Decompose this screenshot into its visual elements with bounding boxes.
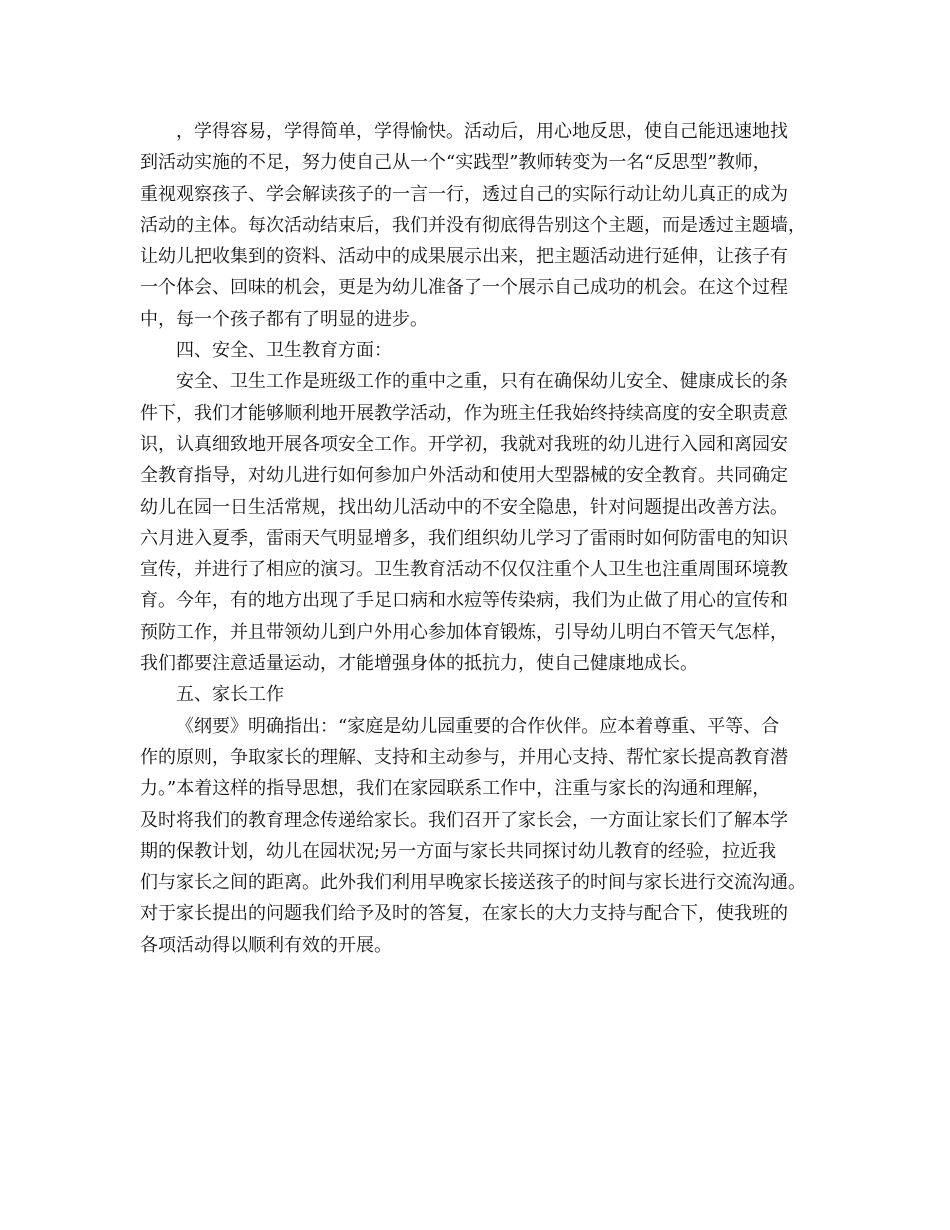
text-line: 对于家长提出的问题我们给予及时的答复，在家长的大力支持与配合下，使我班的: [140, 903, 788, 925]
text-line: 活动的主体。每次活动结束后，我们并没有彻底得告别这个主题，而是透过主题墙，: [140, 214, 806, 236]
text-line: 安全、卫生工作是班级工作的重中之重，只有在确保幼儿安全、健康成长的条: [176, 371, 788, 393]
text-line: 全教育指导，对幼儿进行如何参加户外活动和使用大型器械的安全教育。共同确定: [140, 465, 788, 487]
text-line: ，学得容易，学得简单，学得愉快。活动后，用心地反思，使自己能迅速地找: [176, 121, 788, 142]
text-line: 让幼儿把收集到的资料、活动中的成果展示出来，把主题活动进行延伸，让孩子有: [140, 246, 788, 268]
text-line: 作的原则，争取家长的理解、支持和主动参与，并用心支持、帮忙家长提高教育潜: [140, 746, 788, 768]
text-line: 中，每一个孩子都有了明显的进步。: [140, 308, 428, 330]
text-line: 期的保教计划，幼儿在园状况;另一方面与家长共同探讨幼儿教育的经验，拉近我: [140, 840, 777, 862]
text-line: 我们都要注意适量运动，才能增强身体的抵抗力，使自己健康地成长。: [140, 653, 698, 675]
text-line: 幼儿在园一日生活常规，找出幼儿活动中的不安全隐患，针对问题提出改善方法。: [140, 496, 788, 518]
text-line: 预防工作，并且带领幼儿到户外用心参加体育锻炼，引导幼儿明白不管天气怎样，: [140, 621, 788, 643]
text-line: 《纲要》明确指出：“家庭是幼儿园重要的合作伙伴。应本着尊重、平等、合: [176, 715, 780, 737]
document-body: [140, 116, 820, 961]
text-line: 识，认真细致地开展各项安全工作。开学初，我就对我班的幼儿进行入园和离园安: [140, 433, 788, 455]
text-line: 宣传，并进行了相应的演习。卫生教育活动不仅仅注重个人卫生也注重周围环境教: [140, 559, 788, 581]
text-line: 们与家长之间的距离。此外我们利用早晚家长接送孩子的时间与家长进行交流沟通。: [140, 872, 806, 894]
text-line: 六月进入夏季，雷雨天气明显增多，我们组织幼儿学习了雷雨时如何防雷电的知识: [140, 527, 788, 549]
text-line: 力。”本着这样的指导思想，我们在家园联系工作中，注重与家长的沟通和理解，: [140, 778, 771, 800]
text-line: 重视观察孩子、学会解读孩子的一言一行，透过自己的实际行动让幼儿真正的成为: [140, 183, 788, 205]
section-heading-parents: 五、家长工作: [176, 684, 284, 706]
text-line: 育。今年，有的地方出现了手足口病和水痘等传染病，我们为止做了用心的宣传和: [140, 590, 788, 612]
text-line: 及时将我们的教育理念传递给家长。我们召开了家长会，一方面让家长们了解本学: [140, 809, 788, 831]
text-line: 到活动实施的不足，努力使自己从一个“实践型”教师转变为一名“反思型”教师，: [140, 152, 771, 174]
text-line: 件下，我们才能够顺利地开展教学活动，作为班主任我始终持续高度的安全职责意: [140, 402, 788, 424]
text-line: 各项活动得以顺利有效的开展。: [140, 934, 392, 956]
text-line: 一个体会、回味的机会，更是为幼儿准备了一个展示自己成功的机会。在这个过程: [140, 277, 788, 299]
section-heading-safety: 四、安全、卫生教育方面：: [176, 340, 392, 362]
